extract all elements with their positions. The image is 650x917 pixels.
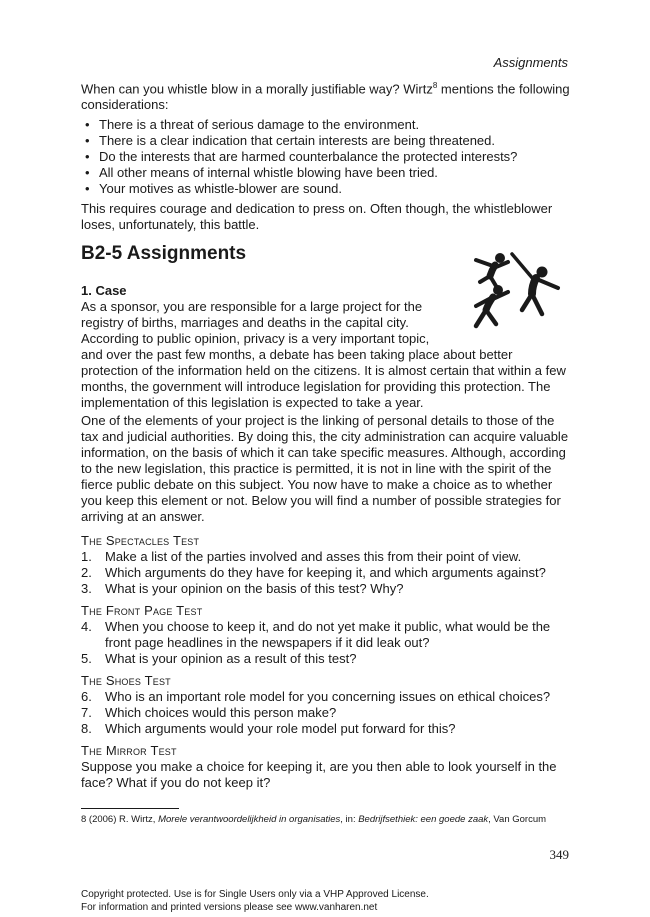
running-head: Assignments bbox=[493, 55, 568, 70]
page-number: 349 bbox=[549, 847, 569, 862]
list-item: 2. Which arguments do they have for keeping it, and which arguments against? bbox=[81, 565, 546, 580]
list-item: 3. What is your opinion on the basis of this test? Why? bbox=[81, 581, 404, 596]
footnote-divider bbox=[81, 808, 179, 809]
list-item: • Do the interests that are harmed counterbalance the protected interests? bbox=[81, 149, 571, 165]
case-text-line: registry of births, marriages and deaths in the capital city. bbox=[81, 315, 409, 330]
list-item: 8. Which arguments would your role model put forward for this? bbox=[81, 721, 456, 736]
mirror-test-text: Suppose you make a choice for keeping it, are you then able to look yourself in the face? What if you do not keep it? bbox=[81, 759, 557, 790]
intro-paragraph: When can you whistle blow in a morally justifiable way? Wirtz$^8$ mentions the following considerations: bbox=[81, 81, 570, 113]
case-title: 1. Case bbox=[81, 283, 127, 298]
shoes-test-list bbox=[81, 689, 571, 737]
copyright-notice: Copyright protected. Use is for Single Users only via a VHP Approved License. For information and printed versions please see www.vanharen.net bbox=[81, 889, 429, 913]
test-heading: The Spectacles Test bbox=[81, 533, 200, 548]
section-title: B2-5 Assignments bbox=[81, 243, 247, 264]
test-heading: The Shoes Test bbox=[81, 673, 171, 688]
intro-conclusion: This requires courage and dedication to press on. Often though, the whistleblower loses, unfortunately, this battle. bbox=[81, 201, 553, 233]
list-item: 6. Who is an important role model for you concerning issues on ethical choices? bbox=[81, 689, 551, 704]
case-paragraph: and over the past few months, a debate has been taking place about better protection of the information held on the citizens. It is almost certain that within a few months, the government will introduce legislation for providing this protection. The implementation of this legislation is expected to take a year. bbox=[81, 347, 566, 410]
list-item: 4. When you choose to keep it, and do not yet make it public, what would be the front page headlines in the newspapers if it did leak out? bbox=[81, 619, 551, 650]
list-item: • There is a clear indication that certain interests are being threatened. bbox=[81, 133, 571, 149]
test-heading: The Mirror Test bbox=[81, 743, 177, 758]
footnote-ref: 8 bbox=[432, 81, 438, 90]
case-text-line: According to public opinion, privacy is a very important topic, bbox=[81, 331, 430, 346]
test-heading: The Front Page Test bbox=[81, 603, 203, 618]
case-section bbox=[81, 299, 571, 791]
list-item: • All other means of internal whistle blowing have been tried. bbox=[81, 165, 571, 181]
case-text-line: As a sponsor, you are responsible for a large project for the bbox=[81, 299, 423, 314]
considerations-list bbox=[81, 117, 571, 197]
list-item: 5. What is your opinion as a result of this test? bbox=[81, 651, 357, 666]
front-page-test-list bbox=[81, 619, 571, 667]
list-item: • There is a threat of serious damage to the environment. bbox=[81, 117, 571, 133]
spectacles-test-list bbox=[81, 549, 571, 597]
list-item: 1. Make a list of the parties involved and asses this from their point of view. bbox=[81, 549, 522, 564]
footnote: 8 (2006) R. Wirtz, Morele verantwoordelijkheid in organisaties, in: Bedrijfsethiek: een goede zaak, Van Gorcum bbox=[81, 814, 547, 825]
list-item: • Your motives as whistle-blower are sound. bbox=[81, 181, 571, 197]
case-paragraph: One of the elements of your project is the linking of personal details to those of the tax and judicial authorities. By doing this, the city administration can acquire valuable information, on the basis of which it can take specific measures. Although, according to the new legislation, this practice is permitted, it is not in line with the spirit of the fierce public debate on this subject. You now have to make a choice as to whether you keep this element or not. Below you will find a number of possible strategies for arriving at an answer. bbox=[81, 413, 569, 524]
list-item: 7. Which choices would this person make? bbox=[81, 705, 337, 720]
intro-section bbox=[81, 78, 571, 233]
